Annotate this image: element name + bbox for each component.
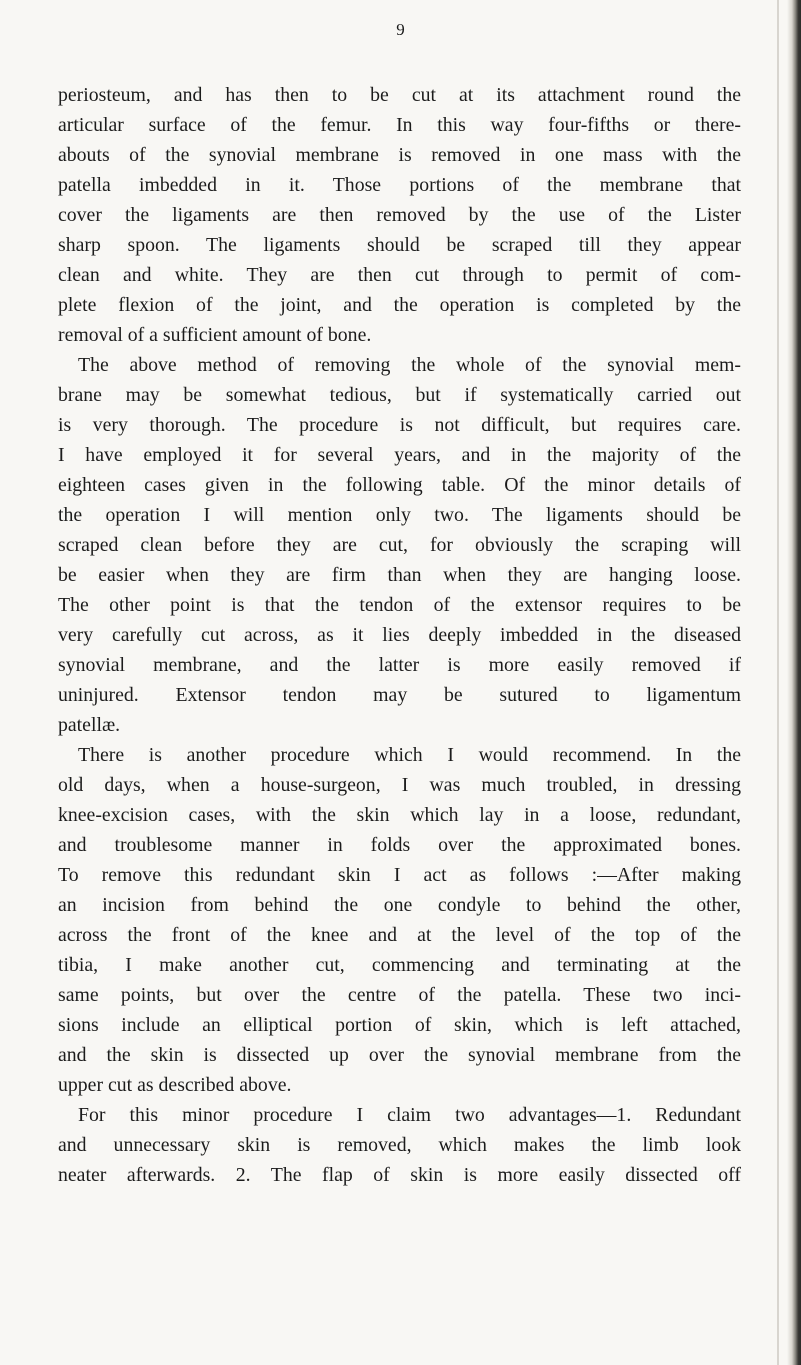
text-line: patellæ. <box>58 714 121 736</box>
text-line: an incision from behind the one condyle to behind the other, <box>58 894 741 916</box>
page-edge-line <box>777 0 779 1365</box>
text-line: be easier when they are firm than when they are hanging loose. <box>58 564 741 586</box>
text-line: same points, but over the centre of the patella. These two inci- <box>58 984 741 1006</box>
text-line: The other point is that the tendon of the extensor requires to be <box>58 594 741 616</box>
text-line: the operation I will mention only two. The ligaments should be <box>58 504 741 526</box>
text-line: uninjured. Extensor tendon may be sutured to ligamentum <box>58 684 741 706</box>
page-edge-shadow <box>787 0 801 1365</box>
text-line: sharp spoon. The ligaments should be scraped till they appear <box>58 234 741 256</box>
text-line: abouts of the synovial membrane is removed in one mass with the <box>58 144 741 166</box>
text-line: For this minor procedure I claim two advantages—1. Redundant <box>78 1104 741 1126</box>
text-line: upper cut as described above. <box>58 1074 292 1096</box>
page-number: 9 <box>396 20 405 39</box>
text-line: brane may be somewhat tedious, but if systematically carried out <box>58 384 741 406</box>
text-line: To remove this redundant skin I act as follows :—After making <box>58 864 741 886</box>
text-line: scraped clean before they are cut, for obviously the scraping will <box>58 534 741 556</box>
text-line: patella imbedded in it. Those portions of the membrane that <box>58 174 741 196</box>
text-line: There is another procedure which I would recommend. In the <box>78 744 741 766</box>
text-line: sions include an elliptical portion of skin, which is left attached, <box>58 1014 741 1036</box>
text-line: and the skin is dissected up over the synovial membrane from the <box>58 1044 741 1066</box>
text-line: plete flexion of the joint, and the operation is completed by the <box>58 294 741 316</box>
text-line: neater afterwards. 2. The flap of skin is more easily dissected off <box>58 1164 741 1186</box>
text-line: very carefully cut across, as it lies deeply imbedded in the diseased <box>58 624 741 646</box>
text-line: eighteen cases given in the following table. Of the minor details of <box>58 474 741 496</box>
text-line: periosteum, and has then to be cut at its attachment round the <box>58 84 741 106</box>
text-line: and unnecessary skin is removed, which makes the limb look <box>58 1134 741 1156</box>
text-line: is very thorough. The procedure is not difficult, but requires care. <box>58 414 741 436</box>
body-text <box>58 80 741 1190</box>
text-line: articular surface of the femur. In this way four-fifths or there- <box>58 114 741 136</box>
text-line: and troublesome manner in folds over the approximated bones. <box>58 834 741 856</box>
text-line: tibia, I make another cut, commencing and terminating at the <box>58 954 741 976</box>
text-line: I have employed it for several years, and in the majority of the <box>58 444 741 466</box>
text-line: knee-excision cases, with the skin which lay in a loose, redundant, <box>58 804 741 826</box>
text-line: across the front of the knee and at the level of the top of the <box>58 924 741 946</box>
text-line: synovial membrane, and the latter is more easily removed if <box>58 654 741 676</box>
text-line: old days, when a house-surgeon, I was much troubled, in dressing <box>58 774 741 796</box>
text-line: clean and white. They are then cut through to permit of com- <box>58 264 741 286</box>
text-line: The above method of removing the whole of the synovial mem- <box>78 354 741 376</box>
text-line: cover the ligaments are then removed by the use of the Lister <box>58 204 741 226</box>
text-line: removal of a sufficient amount of bone. <box>58 324 372 346</box>
